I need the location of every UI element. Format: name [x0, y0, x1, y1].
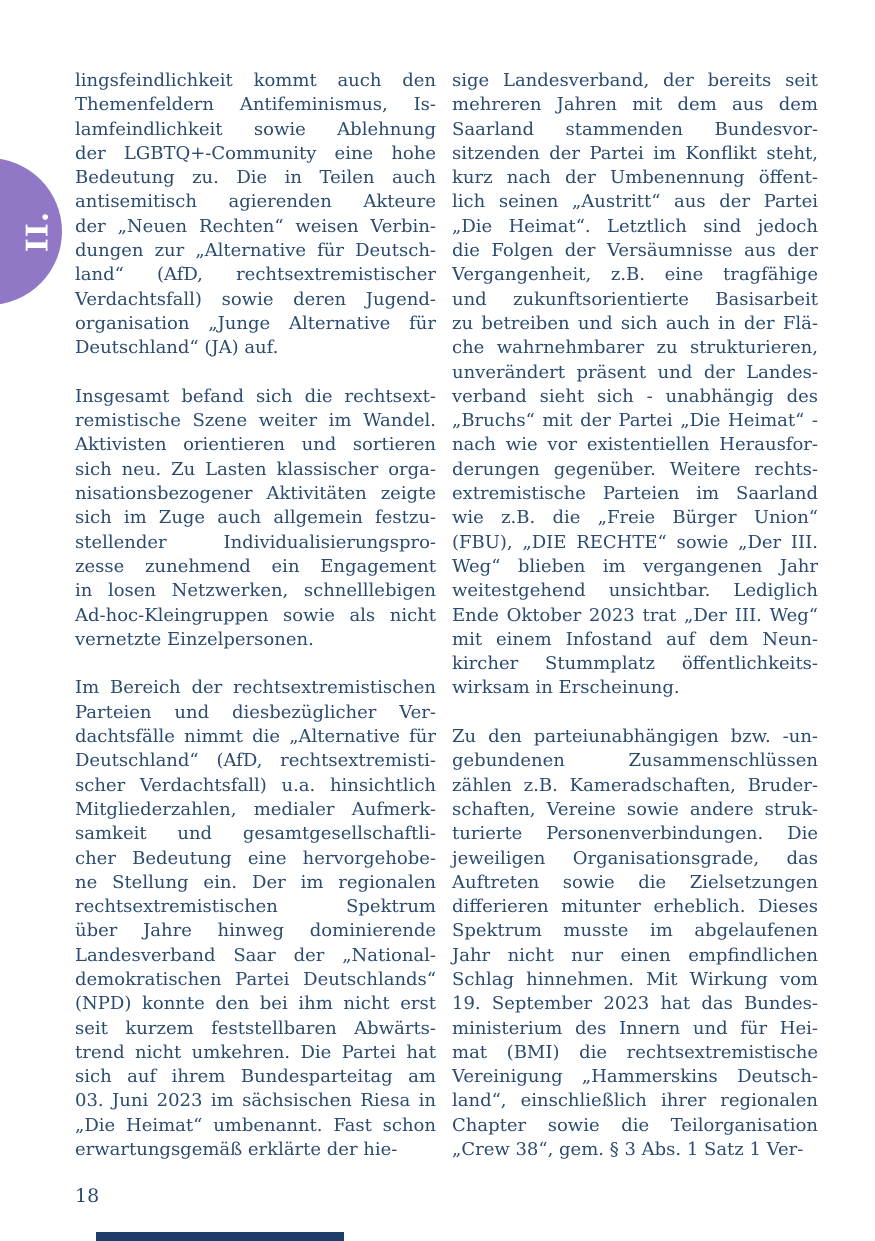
- text-line: Jahr nicht nur einen empfindlichen: [452, 944, 818, 966]
- text-line: land“ (AfD, rechtsextremistischer: [75, 264, 436, 286]
- text-line: che wahrnehmbarer zu strukturieren,: [452, 337, 818, 359]
- text-line: Chapter sowie die Teilorganisation: [452, 1114, 818, 1136]
- text-line: land“, einschließlich ihrer regionalen: [452, 1090, 818, 1112]
- text-line: „Die Heimat“. Letztlich sind jedoch: [452, 215, 818, 237]
- text-line: weitestgehend unsichtbar. Lediglich: [452, 580, 818, 602]
- text-line: demokratischen Partei Deutschlands“: [75, 968, 436, 990]
- text-line: Im Bereich der rechtsextremistischen: [75, 677, 436, 699]
- text-line: sich im Zuge auch allgemein festzu-: [75, 507, 436, 529]
- text-line: mit einem Infostand auf dem Neun-: [452, 628, 818, 650]
- text-line: Insgesamt befand sich die rechtsext-: [75, 385, 436, 407]
- text-line: und zukunftsorientierte Basisarbeit: [452, 288, 818, 310]
- text-line: 03. Juni 2023 im sächsischen Riesa in: [75, 1090, 436, 1112]
- text-line: Deutschland“ (JA) auf.: [75, 337, 279, 359]
- text-line: vernetzte Einzelpersonen.: [75, 628, 314, 650]
- text-line: gebundenen Zusammenschlüssen: [452, 750, 818, 772]
- text-line: Saarland stammenden Bundesvor-: [452, 118, 818, 140]
- text-line: Weg“ blieben im vergangenen Jahr: [452, 555, 818, 577]
- text-line: „Crew 38“, gem. § 3 Abs. 1 Satz 1 Ver-: [452, 1139, 804, 1161]
- text-line: ministerium des Innern und für Hei-: [452, 1017, 818, 1039]
- text-line: Ende Oktober 2023 trat „Der III. Weg“: [452, 604, 818, 626]
- text-line: trend nicht umkehren. Die Partei hat: [75, 1041, 436, 1063]
- text-line: erwartungsgemäß erklärte der hie-: [75, 1139, 398, 1161]
- paragraph: [452, 69, 818, 701]
- text-line: dungen zur „Alternative für Deutsch-: [75, 240, 436, 262]
- text-line: stellender Individualisierungspro-: [75, 531, 436, 553]
- text-line: Themenfeldern Antifeminismus, Is-: [75, 94, 436, 116]
- text-line: sige Landesverband, der bereits seit: [452, 70, 818, 91]
- text-line: Auftreten sowie die Zielsetzungen: [452, 871, 818, 893]
- text-line: mat (BMI) die rechtsextremistische: [452, 1041, 818, 1063]
- text-line: Vergangenheit, z.B. eine tragfähige: [452, 264, 818, 286]
- text-line: kurz nach der Umbenennung öffent-: [452, 167, 818, 189]
- paragraph: [75, 69, 436, 361]
- text-column-left: [75, 69, 436, 1187]
- text-line: Landesverband Saar der „National-: [75, 944, 436, 966]
- text-line: wie z.B. die „Freie Bürger Union“: [452, 507, 818, 529]
- text-line: zählen z.B. Kameradschaften, Bruder-: [452, 774, 818, 796]
- text-column-right: [452, 69, 818, 1187]
- text-line: „Die Heimat“ umbenannt. Fast schon: [75, 1114, 436, 1136]
- section-marker: [0, 158, 62, 305]
- text-line: „Bruchs“ mit der Partei „Die Heimat“ -: [452, 410, 818, 432]
- text-line: zu betreiben und sich auch in der Flä-: [452, 312, 818, 334]
- text-line: Aktivisten orientieren und sortieren: [75, 434, 436, 456]
- text-line: nisationsbezogener Aktivitäten zeigte: [75, 483, 436, 505]
- text-line: sitzenden der Partei im Konflikt steht,: [452, 142, 818, 164]
- text-line: (FBU), „DIE RECHTE“ sowie „Der III.: [452, 531, 818, 553]
- text-line: unverändert präsent und der Landes-: [452, 361, 818, 383]
- section-marker-text: II.: [20, 210, 56, 253]
- text-line: Ad-hoc-Kleingruppen sowie als nicht: [75, 604, 436, 626]
- text-line: mehreren Jahren mit dem aus dem: [452, 94, 818, 116]
- text-line: lamfeindlichkeit sowie Ablehnung: [75, 118, 436, 140]
- text-line: cher Bedeutung eine hervorgehobe-: [75, 847, 436, 869]
- text-line: lingsfeindlichkeit kommt auch den: [75, 70, 436, 91]
- text-line: Bedeutung zu. Die in Teilen auch: [75, 167, 436, 189]
- text-line: die Folgen der Versäumnisse aus der: [452, 240, 818, 262]
- text-line: Spektrum musste im abgelaufenen: [452, 920, 818, 942]
- text-line: der „Neuen Rechten“ weisen Verbin-: [75, 215, 436, 237]
- text-line: schaften, Vereine sowie andere struk-: [452, 798, 818, 820]
- text-line: Zu den parteiunabhängigen bzw. -un-: [452, 726, 818, 748]
- paragraph: [75, 676, 436, 1162]
- text-line: dachtsfälle nimmt die „Alternative für: [75, 726, 436, 748]
- text-line: Deutschland“ (AfD, rechtsextremisti-: [75, 750, 436, 772]
- text-line: sich neu. Zu Lasten klassischer orga-: [75, 458, 436, 480]
- text-line: lich seinen „Austritt“ aus der Partei: [452, 191, 818, 213]
- text-line: zesse zunehmend ein Engagement: [75, 555, 436, 577]
- text-line: sich auf ihrem Bundesparteitag am: [75, 1066, 436, 1088]
- text-line: in losen Netzwerken, schnelllebigen: [75, 580, 436, 602]
- text-line: differieren mitunter erheblich. Dieses: [452, 896, 818, 918]
- text-line: jeweiligen Organisationsgrade, das: [452, 847, 818, 869]
- text-line: remistische Szene weiter im Wandel.: [75, 410, 436, 432]
- text-line: antisemitisch agierenden Akteure: [75, 191, 436, 213]
- page-number: 18: [75, 1185, 100, 1207]
- text-line: Mitgliederzahlen, medialer Aufmerk-: [75, 798, 436, 820]
- text-line: der LGBTQ+-Community eine hohe: [75, 142, 436, 164]
- text-line: wirksam in Erscheinung.: [452, 677, 680, 699]
- section-tab: [0, 158, 64, 306]
- text-line: rechtsextremistischen Spektrum: [75, 896, 436, 918]
- text-line: turierte Personenverbindungen. Die: [452, 823, 818, 845]
- text-line: kircher Stummplatz öffentlichkeits-: [452, 653, 818, 675]
- text-line: extremistische Parteien im Saarland: [452, 483, 818, 505]
- footer-bar: [96, 1232, 344, 1241]
- text-line: (NPD) konnte den bei ihm nicht erst: [75, 993, 436, 1015]
- text-line: Vereinigung „Hammerskins Deutsch-: [452, 1066, 818, 1088]
- text-line: derungen gegenüber. Weitere rechts-: [452, 458, 818, 480]
- paragraph: [452, 725, 818, 1162]
- text-line: Parteien und diesbezüglicher Ver-: [75, 701, 436, 723]
- text-line: samkeit und gesamtgesellschaftli-: [75, 823, 436, 845]
- text-line: ne Stellung ein. Der im regionalen: [75, 871, 436, 893]
- text-line: Schlag hinnehmen. Mit Wirkung vom: [452, 968, 818, 990]
- text-line: über Jahre hinweg dominierende: [75, 920, 436, 942]
- paragraph: [75, 385, 436, 652]
- text-line: nach wie vor existentiellen Herausfor-: [452, 434, 818, 456]
- text-line: organisation „Junge Alternative für: [75, 312, 436, 334]
- text-line: verband sieht sich - unabhängig des: [452, 385, 818, 407]
- text-line: scher Verdachtsfall) u.a. hinsichtlich: [75, 774, 436, 796]
- text-line: 19. September 2023 hat das Bundes-: [452, 993, 818, 1015]
- text-line: Verdachtsfall) sowie deren Jugend-: [75, 288, 436, 310]
- text-line: seit kurzem feststellbaren Abwärts-: [75, 1017, 436, 1039]
